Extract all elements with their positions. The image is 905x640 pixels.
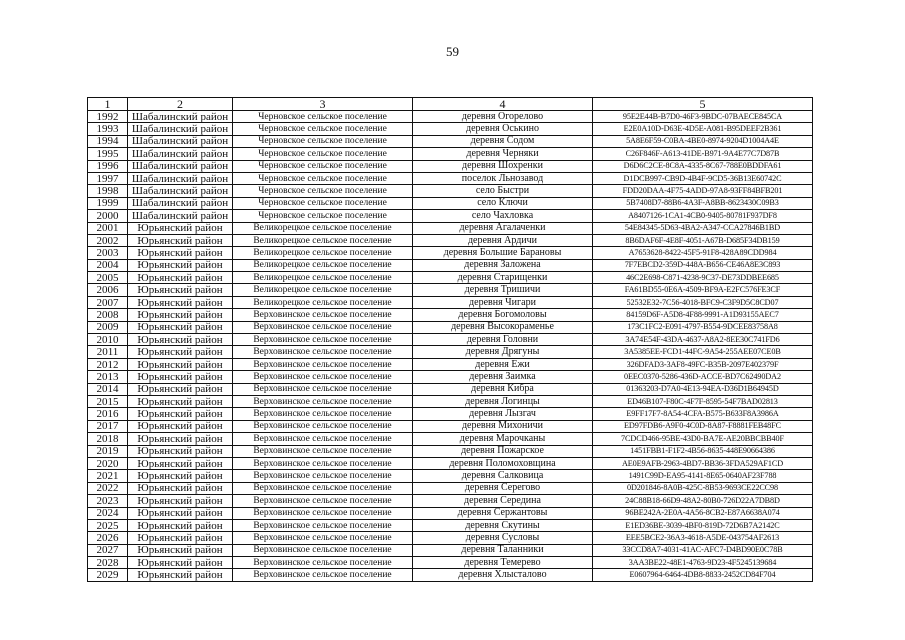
row-number-cell: 2001 bbox=[88, 222, 128, 234]
row-number-cell: 2020 bbox=[88, 457, 128, 469]
district-cell: Юрьянский район bbox=[128, 519, 233, 531]
settlement-cell: Черновское сельское поселение bbox=[233, 123, 413, 135]
table-row bbox=[88, 210, 813, 222]
locality-cell: деревня Головни bbox=[413, 334, 593, 346]
settlement-cell: Верховинское сельское поселение bbox=[233, 495, 413, 507]
guid-cell: ED97FDB6-A9F0-4C0D-8A87-F8881FEB48FC bbox=[593, 420, 813, 432]
row-number-cell: 2025 bbox=[88, 519, 128, 531]
row-number-cell: 2013 bbox=[88, 371, 128, 383]
district-cell: Шабалинский район bbox=[128, 197, 233, 209]
district-cell: Юрьянский район bbox=[128, 408, 233, 420]
table-row bbox=[88, 371, 813, 383]
locality-cell: деревня Черняки bbox=[413, 148, 593, 160]
table-row bbox=[88, 148, 813, 160]
district-cell: Юрьянский район bbox=[128, 557, 233, 569]
settlement-cell: Верховинское сельское поселение bbox=[233, 544, 413, 556]
guid-cell: 1491C99D-EA95-4141-8E65-0640AF23F788 bbox=[593, 470, 813, 482]
locality-cell: деревня Дрягуны bbox=[413, 346, 593, 358]
row-number-cell: 2026 bbox=[88, 532, 128, 544]
guid-cell: 0EEC0370-5286-436D-ACCE-BD7C62490DA2 bbox=[593, 371, 813, 383]
column-header-5: 5 bbox=[593, 98, 813, 111]
guid-cell: 01363203-D7A0-4E13-94EA-D36D1B64945D bbox=[593, 383, 813, 395]
row-number-cell: 2008 bbox=[88, 309, 128, 321]
table-row bbox=[88, 111, 813, 123]
district-cell: Юрьянский район bbox=[128, 272, 233, 284]
table-row bbox=[88, 222, 813, 234]
district-cell: Юрьянский район bbox=[128, 457, 233, 469]
guid-cell: 5A8E6F59-C0BA-4BE0-8974-9204D1004A4E bbox=[593, 135, 813, 147]
row-number-cell: 2009 bbox=[88, 321, 128, 333]
district-cell: Юрьянский район bbox=[128, 234, 233, 246]
settlement-cell: Великорецкое сельское поселение bbox=[233, 259, 413, 271]
guid-cell: E2E0A10D-D63E-4D5E-A081-B95DEEF2B361 bbox=[593, 123, 813, 135]
settlement-registry-table bbox=[87, 97, 813, 582]
settlement-cell: Великорецкое сельское поселение bbox=[233, 247, 413, 259]
row-number-cell: 2007 bbox=[88, 296, 128, 308]
district-cell: Юрьянский район bbox=[128, 532, 233, 544]
district-cell: Юрьянский район bbox=[128, 296, 233, 308]
table-row bbox=[88, 383, 813, 395]
table-row bbox=[88, 321, 813, 333]
settlement-cell: Верховинское сельское поселение bbox=[233, 433, 413, 445]
guid-cell: 7F7EBCD2-359D-448A-B656-CE46A8E3C893 bbox=[593, 259, 813, 271]
guid-cell: 33CCD8A7-4031-41AC-AFC7-D4BD90E0C78B bbox=[593, 544, 813, 556]
district-cell: Шабалинский район bbox=[128, 135, 233, 147]
guid-cell: 84159D6F-A5D8-4F88-9991-A1D93155AEC7 bbox=[593, 309, 813, 321]
page-number: 59 bbox=[446, 44, 459, 59]
row-number-cell: 2014 bbox=[88, 383, 128, 395]
district-cell: Юрьянский район bbox=[128, 222, 233, 234]
district-cell: Юрьянский район bbox=[128, 259, 233, 271]
locality-cell: деревня Оськино bbox=[413, 123, 593, 135]
table-row bbox=[88, 457, 813, 469]
locality-cell: деревня Серегово bbox=[413, 482, 593, 494]
settlement-cell: Черновское сельское поселение bbox=[233, 197, 413, 209]
district-cell: Шабалинский район bbox=[128, 160, 233, 172]
locality-cell: деревня Салковица bbox=[413, 470, 593, 482]
guid-cell: 52532E32-7C56-4018-BFC9-C3F9D5C8CD07 bbox=[593, 296, 813, 308]
district-cell: Юрьянский район bbox=[128, 358, 233, 370]
locality-cell: деревня Лызгач bbox=[413, 408, 593, 420]
guid-cell: 95E2E44B-B7D0-46F3-9BDC-07BAECE845CA bbox=[593, 111, 813, 123]
table-row bbox=[88, 358, 813, 370]
guid-cell: 24C88B18-66D9-48A2-80B0-726D22A7DB8D bbox=[593, 495, 813, 507]
guid-cell: 0D201846-8A0B-425C-8B53-9693CE22CC98 bbox=[593, 482, 813, 494]
column-header-3: 3 bbox=[233, 98, 413, 111]
guid-cell: FA61BD55-0E6A-4509-BF9A-E2FC576FE3CF bbox=[593, 284, 813, 296]
district-cell: Юрьянский район bbox=[128, 507, 233, 519]
district-cell: Юрьянский район bbox=[128, 309, 233, 321]
guid-cell: AE0E9AFB-2963-4BD7-BB36-3FDA529AF1CD bbox=[593, 457, 813, 469]
row-number-cell: 2003 bbox=[88, 247, 128, 259]
table-row bbox=[88, 569, 813, 581]
settlement-cell: Верховинское сельское поселение bbox=[233, 507, 413, 519]
settlement-cell: Великорецкое сельское поселение bbox=[233, 296, 413, 308]
table-row bbox=[88, 470, 813, 482]
settlement-cell: Черновское сельское поселение bbox=[233, 111, 413, 123]
column-header-2: 2 bbox=[128, 98, 233, 111]
guid-cell: 173C1FC2-E091-4797-B554-9DCEE83758A8 bbox=[593, 321, 813, 333]
settlement-cell: Верховинское сельское поселение bbox=[233, 482, 413, 494]
row-number-cell: 1994 bbox=[88, 135, 128, 147]
locality-cell: деревня Содом bbox=[413, 135, 593, 147]
table-row bbox=[88, 197, 813, 209]
row-number-cell: 2022 bbox=[88, 482, 128, 494]
district-cell: Шабалинский район bbox=[128, 111, 233, 123]
settlement-cell: Верховинское сельское поселение bbox=[233, 395, 413, 407]
guid-cell: D6D6C2CE-8C8A-4335-8C67-788E0BDDFA61 bbox=[593, 160, 813, 172]
locality-cell: деревня Агалаченки bbox=[413, 222, 593, 234]
table-header-row bbox=[88, 98, 813, 111]
row-number-cell: 2004 bbox=[88, 259, 128, 271]
guid-cell: 96BE242A-2E0A-4A56-8CB2-E87A6638A074 bbox=[593, 507, 813, 519]
settlement-cell: Верховинское сельское поселение bbox=[233, 557, 413, 569]
locality-cell: деревня Шохренки bbox=[413, 160, 593, 172]
guid-cell: A8407126-1CA1-4CB0-9405-80781F937DF8 bbox=[593, 210, 813, 222]
locality-cell: деревня Середина bbox=[413, 495, 593, 507]
locality-cell: деревня Ежи bbox=[413, 358, 593, 370]
settlement-cell: Черновское сельское поселение bbox=[233, 160, 413, 172]
settlement-cell: Верховинское сельское поселение bbox=[233, 408, 413, 420]
locality-cell: деревня Поломоховщина bbox=[413, 457, 593, 469]
district-cell: Юрьянский район bbox=[128, 433, 233, 445]
settlement-cell: Верховинское сельское поселение bbox=[233, 445, 413, 457]
district-cell: Юрьянский район bbox=[128, 334, 233, 346]
row-number-cell: 2000 bbox=[88, 210, 128, 222]
table-row bbox=[88, 296, 813, 308]
district-cell: Юрьянский район bbox=[128, 495, 233, 507]
row-number-cell: 1998 bbox=[88, 185, 128, 197]
table-row bbox=[88, 507, 813, 519]
row-number-cell: 2028 bbox=[88, 557, 128, 569]
row-number-cell: 2024 bbox=[88, 507, 128, 519]
guid-cell: 326DFAD3-3AF8-49FC-B35B-2097E402379F bbox=[593, 358, 813, 370]
guid-cell: 5B7408D7-88B6-4A3F-A8BB-8623430C09B3 bbox=[593, 197, 813, 209]
row-number-cell: 2012 bbox=[88, 358, 128, 370]
settlement-cell: Великорецкое сельское поселение bbox=[233, 234, 413, 246]
row-number-cell: 2027 bbox=[88, 544, 128, 556]
guid-cell: ED46B107-F80C-4F7F-8595-54F7BAD02813 bbox=[593, 395, 813, 407]
table-row bbox=[88, 495, 813, 507]
table-row bbox=[88, 395, 813, 407]
guid-cell: FDD20DAA-4F75-4ADD-97A8-93FF84BFB201 bbox=[593, 185, 813, 197]
guid-cell: D1DCB997-CB9D-4B4F-9CD5-36B13E60742C bbox=[593, 172, 813, 184]
table-row bbox=[88, 135, 813, 147]
table-row bbox=[88, 334, 813, 346]
settlement-cell: Верховинское сельское поселение bbox=[233, 309, 413, 321]
row-number-cell: 2029 bbox=[88, 569, 128, 581]
settlement-cell: Верховинское сельское поселение bbox=[233, 470, 413, 482]
table-row bbox=[88, 346, 813, 358]
row-number-cell: 2017 bbox=[88, 420, 128, 432]
table-row bbox=[88, 557, 813, 569]
table-row bbox=[88, 247, 813, 259]
district-cell: Юрьянский район bbox=[128, 445, 233, 457]
locality-cell: деревня Высокораменье bbox=[413, 321, 593, 333]
table-row bbox=[88, 482, 813, 494]
table-row bbox=[88, 234, 813, 246]
settlement-cell: Черновское сельское поселение bbox=[233, 135, 413, 147]
guid-cell: 7CDCD466-95BE-43D0-BA7E-AE20BBCBB40F bbox=[593, 433, 813, 445]
district-cell: Юрьянский район bbox=[128, 482, 233, 494]
column-header-1: 1 bbox=[88, 98, 128, 111]
guid-cell: 3A74E54F-43DA-4637-A8A2-8EE30C741FD6 bbox=[593, 334, 813, 346]
locality-cell: деревня Заимка bbox=[413, 371, 593, 383]
table-row bbox=[88, 532, 813, 544]
district-cell: Юрьянский район bbox=[128, 544, 233, 556]
locality-cell: деревня Ардичи bbox=[413, 234, 593, 246]
table-row bbox=[88, 160, 813, 172]
table-row bbox=[88, 420, 813, 432]
table-row bbox=[88, 408, 813, 420]
settlement-cell: Верховинское сельское поселение bbox=[233, 321, 413, 333]
table-row bbox=[88, 259, 813, 271]
district-cell: Шабалинский район bbox=[128, 123, 233, 135]
district-cell: Юрьянский район bbox=[128, 383, 233, 395]
table-row bbox=[88, 433, 813, 445]
settlement-cell: Верховинское сельское поселение bbox=[233, 519, 413, 531]
district-cell: Юрьянский район bbox=[128, 395, 233, 407]
row-number-cell: 2010 bbox=[88, 334, 128, 346]
row-number-cell: 2002 bbox=[88, 234, 128, 246]
table-row bbox=[88, 172, 813, 184]
guid-cell: 1451FBB1-F1F2-4B56-8635-448E90664386 bbox=[593, 445, 813, 457]
table-row bbox=[88, 185, 813, 197]
row-number-cell: 2006 bbox=[88, 284, 128, 296]
settlement-cell: Черновское сельское поселение bbox=[233, 172, 413, 184]
guid-cell: 8B6DAF6F-4E8F-4051-A67B-D685F34DB159 bbox=[593, 234, 813, 246]
guid-cell: EEE5BCE2-36A3-4618-A5DE-043754AF2613 bbox=[593, 532, 813, 544]
row-number-cell: 1997 bbox=[88, 172, 128, 184]
locality-cell: село Чахловка bbox=[413, 210, 593, 222]
table-row bbox=[88, 519, 813, 531]
locality-cell: деревня Логинцы bbox=[413, 395, 593, 407]
table-body bbox=[88, 111, 813, 582]
district-cell: Юрьянский район bbox=[128, 371, 233, 383]
table-row bbox=[88, 544, 813, 556]
settlement-cell: Черновское сельское поселение bbox=[233, 148, 413, 160]
locality-cell: деревня Пожарское bbox=[413, 445, 593, 457]
guid-cell: A7653628-8422-45F5-91F8-428A89CDD984 bbox=[593, 247, 813, 259]
table-row bbox=[88, 123, 813, 135]
locality-cell: деревня Заложена bbox=[413, 259, 593, 271]
settlement-cell: Верховинское сельское поселение bbox=[233, 532, 413, 544]
district-cell: Юрьянский район bbox=[128, 346, 233, 358]
locality-cell: село Ключи bbox=[413, 197, 593, 209]
locality-cell: деревня Сержантовы bbox=[413, 507, 593, 519]
settlement-cell: Великорецкое сельское поселение bbox=[233, 284, 413, 296]
district-cell: Юрьянский район bbox=[128, 247, 233, 259]
locality-cell: деревня Огорелово bbox=[413, 111, 593, 123]
settlement-cell: Верховинское сельское поселение bbox=[233, 358, 413, 370]
settlement-cell: Верховинское сельское поселение bbox=[233, 334, 413, 346]
row-number-cell: 2015 bbox=[88, 395, 128, 407]
district-cell: Шабалинский район bbox=[128, 148, 233, 160]
locality-cell: деревня Старищенки bbox=[413, 272, 593, 284]
locality-cell: деревня Кибра bbox=[413, 383, 593, 395]
row-number-cell: 2019 bbox=[88, 445, 128, 457]
table-row bbox=[88, 445, 813, 457]
settlement-cell: Верховинское сельское поселение bbox=[233, 371, 413, 383]
settlement-cell: Черновское сельское поселение bbox=[233, 185, 413, 197]
locality-cell: поселок Льнозавод bbox=[413, 172, 593, 184]
district-cell: Юрьянский район bbox=[128, 569, 233, 581]
row-number-cell: 2011 bbox=[88, 346, 128, 358]
locality-cell: деревня Таланники bbox=[413, 544, 593, 556]
locality-cell: деревня Марочканы bbox=[413, 433, 593, 445]
locality-cell: деревня Богомоловы bbox=[413, 309, 593, 321]
guid-cell: 3AA3BE22-48E1-4763-9D23-4F5245139684 bbox=[593, 557, 813, 569]
locality-cell: село Быстри bbox=[413, 185, 593, 197]
guid-cell: 46C2E698-C871-4238-9C37-DE73DDBEE685 bbox=[593, 272, 813, 284]
row-number-cell: 2023 bbox=[88, 495, 128, 507]
row-number-cell: 1993 bbox=[88, 123, 128, 135]
guid-cell: E1ED36BE-3039-4BF0-819D-72D6B7A2142C bbox=[593, 519, 813, 531]
settlement-cell: Верховинское сельское поселение bbox=[233, 383, 413, 395]
guid-cell: 3A5385EE-FCD1-44FC-9A54-255AEE07CE0B bbox=[593, 346, 813, 358]
district-cell: Юрьянский район bbox=[128, 321, 233, 333]
table-row bbox=[88, 284, 813, 296]
locality-cell: деревня Скутины bbox=[413, 519, 593, 531]
locality-cell: деревня Чигари bbox=[413, 296, 593, 308]
locality-cell: деревня Большие Барановы bbox=[413, 247, 593, 259]
district-cell: Шабалинский район bbox=[128, 172, 233, 184]
locality-cell: деревня Михоничи bbox=[413, 420, 593, 432]
district-cell: Шабалинский район bbox=[128, 185, 233, 197]
district-cell: Юрьянский район bbox=[128, 470, 233, 482]
row-number-cell: 1999 bbox=[88, 197, 128, 209]
row-number-cell: 1996 bbox=[88, 160, 128, 172]
guid-cell: E0607964-6464-4DB8-8833-2452CD84F704 bbox=[593, 569, 813, 581]
table-row bbox=[88, 272, 813, 284]
district-cell: Шабалинский район bbox=[128, 210, 233, 222]
guid-cell: E9FF17F7-8A54-4CFA-B575-B633F8A3986A bbox=[593, 408, 813, 420]
table-row bbox=[88, 309, 813, 321]
settlement-cell: Верховинское сельское поселение bbox=[233, 420, 413, 432]
locality-cell: деревня Темерево bbox=[413, 557, 593, 569]
row-number-cell: 2018 bbox=[88, 433, 128, 445]
locality-cell: деревня Сусловы bbox=[413, 532, 593, 544]
row-number-cell: 1995 bbox=[88, 148, 128, 160]
settlement-cell: Верховинское сельское поселение bbox=[233, 569, 413, 581]
row-number-cell: 2021 bbox=[88, 470, 128, 482]
row-number-cell: 2016 bbox=[88, 408, 128, 420]
locality-cell: деревня Хлысталово bbox=[413, 569, 593, 581]
guid-cell: 54E84345-5D63-4BA2-A347-CCA27846B1BD bbox=[593, 222, 813, 234]
district-cell: Юрьянский район bbox=[128, 284, 233, 296]
district-cell: Юрьянский район bbox=[128, 420, 233, 432]
settlement-cell: Великорецкое сельское поселение bbox=[233, 222, 413, 234]
column-header-4: 4 bbox=[413, 98, 593, 111]
settlement-cell: Великорецкое сельское поселение bbox=[233, 272, 413, 284]
settlement-cell: Черновское сельское поселение bbox=[233, 210, 413, 222]
row-number-cell: 2005 bbox=[88, 272, 128, 284]
settlement-cell: Верховинское сельское поселение bbox=[233, 346, 413, 358]
guid-cell: C26F846F-A613-41DE-B971-9A4E77C7D87B bbox=[593, 148, 813, 160]
row-number-cell: 1992 bbox=[88, 111, 128, 123]
settlement-cell: Верховинское сельское поселение bbox=[233, 457, 413, 469]
locality-cell: деревня Тришичи bbox=[413, 284, 593, 296]
